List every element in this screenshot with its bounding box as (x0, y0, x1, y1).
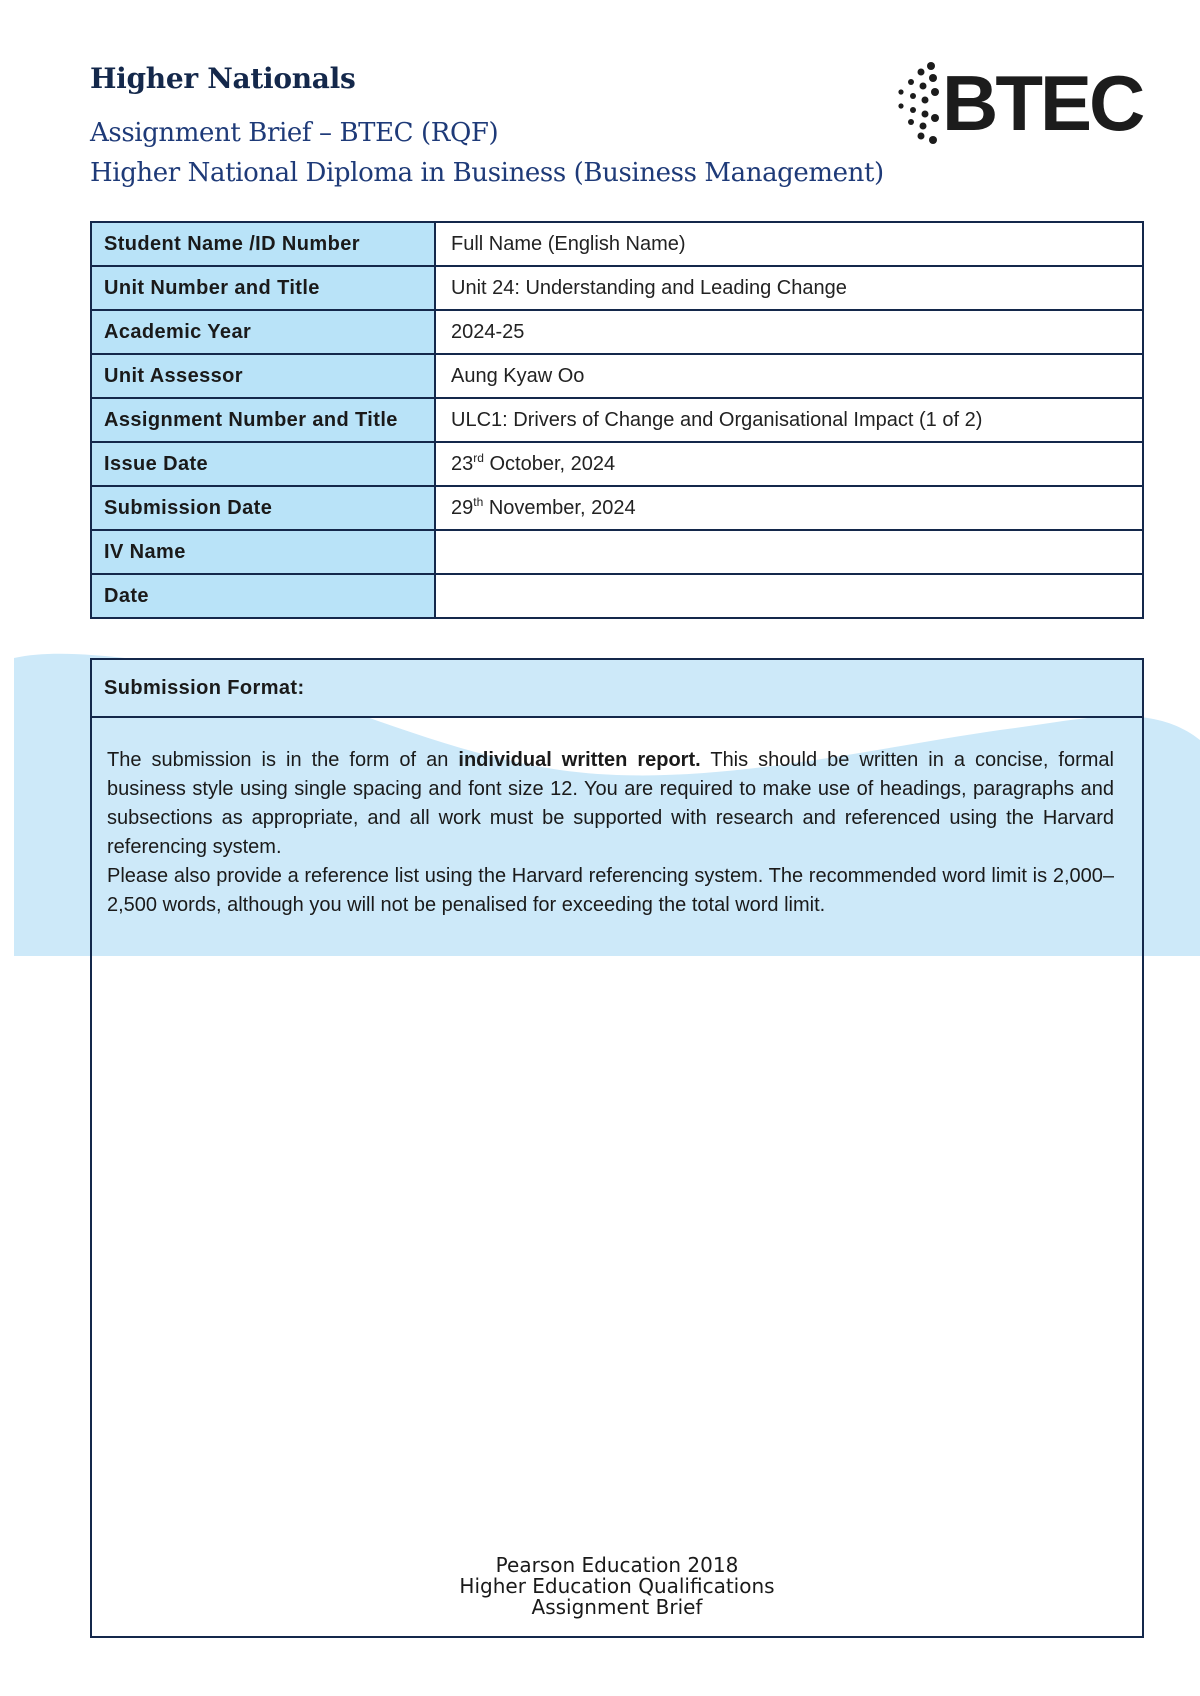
table-row (91, 310, 1143, 354)
document-header (90, 62, 884, 193)
submission-format-body (92, 718, 1142, 920)
date-suffix: th (473, 494, 484, 509)
table-row (91, 222, 1143, 266)
paragraph-text: The submission is in the form of an (107, 749, 459, 771)
row-label: Unit Number and Title (91, 266, 435, 310)
date-rest: November, 2024 (483, 496, 636, 519)
table-row (91, 354, 1143, 398)
footer-line1: Pearson Education 2018 (495, 1553, 739, 1577)
btec-logo-text: BTEC (942, 59, 1143, 147)
date-suffix: rd (473, 450, 484, 465)
row-value: Full Name (English Name) (435, 222, 1143, 266)
row-value (435, 574, 1143, 618)
row-value: Aung Kyaw Oo (435, 354, 1143, 398)
row-value (435, 530, 1143, 574)
table-row (91, 266, 1143, 310)
header-subtitle-line1: Assignment Brief – BTEC (RQF) (90, 118, 499, 148)
date-rest: October, 2024 (483, 452, 616, 475)
assignment-info-table (90, 221, 1144, 619)
btec-logo (895, 58, 1143, 148)
row-label: Submission Date (91, 486, 435, 530)
date-day: 29 (451, 496, 474, 519)
footer-line2: Higher Education Qualifications (459, 1574, 775, 1598)
submission-paragraph-1 (107, 746, 1114, 862)
row-value: ULC1: Drivers of Change and Organisational Impact (1 of 2) (435, 398, 1143, 442)
row-label: Issue Date (91, 442, 435, 486)
date-day: 23 (451, 452, 474, 475)
submission-format-box (90, 658, 1144, 1638)
table-row (91, 442, 1143, 486)
submission-paragraph-2: Please also provide a reference list using the Harvard referencing system. The recommended word limit is 2,000–2,500 words, although you will not be penalised for exceeding the total word limit. (107, 865, 1114, 916)
btec-dots-icon (895, 58, 945, 148)
table-row (91, 530, 1143, 574)
row-label: Unit Assessor (91, 354, 435, 398)
table-row (91, 574, 1143, 618)
issue-date-value (435, 442, 1143, 486)
footer-line3: Assignment Brief (531, 1595, 703, 1619)
header-title: Higher Nationals (90, 62, 356, 95)
row-label: Assignment Number and Title (91, 398, 435, 442)
row-label: Student Name /ID Number (91, 222, 435, 266)
row-value: 2024-25 (435, 310, 1143, 354)
row-value: Unit 24: Understanding and Leading Change (435, 266, 1143, 310)
submission-date-value (435, 486, 1143, 530)
page-footer (92, 1555, 1142, 1618)
header-subtitle-line2: Higher National Diploma in Business (Business Management) (90, 158, 884, 188)
submission-format-heading: Submission Format: (92, 660, 1142, 718)
row-label: Date (91, 574, 435, 618)
paragraph-text: This should be written in a concise, formal business style using single spacing and font size 12. You are required to make use of headings, paragraphs and subsections as appropriate, and all work must be supported with research and referenced using the Harvard referencing system. (107, 749, 1114, 858)
paragraph-bold-text: individual written report. (458, 749, 701, 771)
table-row (91, 398, 1143, 442)
row-label: Academic Year (91, 310, 435, 354)
row-label: IV Name (91, 530, 435, 574)
table-row (91, 486, 1143, 530)
